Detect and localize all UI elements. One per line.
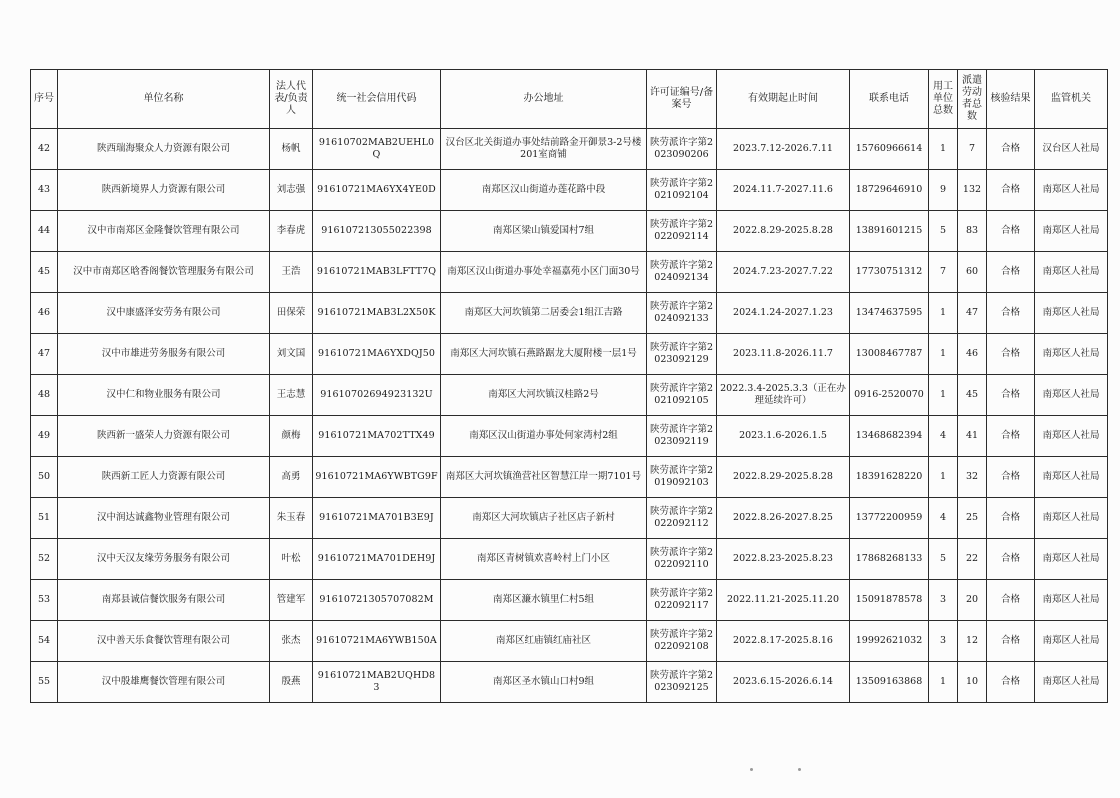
cell-dispatched: 41 xyxy=(958,416,987,457)
table-row xyxy=(31,375,1108,416)
cell-seq: 43 xyxy=(31,170,58,211)
cell-company-name: 汉中市南郑区晗香阁餐饮管理服务有限公司 xyxy=(58,252,270,293)
cell-employer-units: 1 xyxy=(929,457,958,498)
cell-authority: 南郑区人社局 xyxy=(1035,416,1108,457)
cell-result: 合格 xyxy=(987,293,1035,334)
cell-legal-rep: 殷燕 xyxy=(270,662,313,703)
table-row xyxy=(31,129,1108,170)
cell-authority: 南郑区人社局 xyxy=(1035,375,1108,416)
cell-employer-units: 3 xyxy=(929,580,958,621)
cell-authority: 南郑区人社局 xyxy=(1035,170,1108,211)
cell-legal-rep: 张杰 xyxy=(270,621,313,662)
cell-address: 南郑区红庙镇红庙社区 xyxy=(441,621,647,662)
cell-license: 陕劳派许字第2023092119 xyxy=(647,416,717,457)
cell-legal-rep: 李春虎 xyxy=(270,211,313,252)
cell-seq: 49 xyxy=(31,416,58,457)
cell-company-name: 陕西新一盛荣人力资源有限公司 xyxy=(58,416,270,457)
cell-employer-units: 7 xyxy=(929,252,958,293)
cell-license: 陕劳派许字第2023092125 xyxy=(647,662,717,703)
cell-result: 合格 xyxy=(987,211,1035,252)
cell-seq: 45 xyxy=(31,252,58,293)
cell-authority: 南郑区人社局 xyxy=(1035,293,1108,334)
cell-dispatched: 7 xyxy=(958,129,987,170)
cell-validity: 2022.8.23-2025.8.23 xyxy=(717,539,850,580)
cell-credit-code: 91610721MA701B3E9J xyxy=(313,498,441,539)
header-phone: 联系电话 xyxy=(850,70,929,129)
cell-phone: 19992621032 xyxy=(850,621,929,662)
cell-authority: 南郑区人社局 xyxy=(1035,334,1108,375)
cell-employer-units: 9 xyxy=(929,170,958,211)
cell-license: 陕劳派许字第2024092133 xyxy=(647,293,717,334)
cell-employer-units: 1 xyxy=(929,662,958,703)
cell-result: 合格 xyxy=(987,662,1035,703)
cell-dispatched: 60 xyxy=(958,252,987,293)
cell-license: 陕劳派许字第2022092110 xyxy=(647,539,717,580)
cell-seq: 51 xyxy=(31,498,58,539)
cell-address: 南郑区大河坎镇汉桂路2号 xyxy=(441,375,647,416)
table-body xyxy=(31,129,1108,703)
cell-legal-rep: 朱玉春 xyxy=(270,498,313,539)
cell-address: 南郑区濂水镇里仁村5组 xyxy=(441,580,647,621)
cell-credit-code: 91610702MAB2UEHL0Q xyxy=(313,129,441,170)
header-license: 许可证编号/备案号 xyxy=(647,70,717,129)
labor-dispatch-registry-table xyxy=(30,69,1108,703)
table-row xyxy=(31,252,1108,293)
cell-dispatched: 47 xyxy=(958,293,987,334)
table-row xyxy=(31,457,1108,498)
cell-validity: 2022.8.26-2027.8.25 xyxy=(717,498,850,539)
cell-address: 南郑区大河坎镇渔营社区智慧江岸一期7101号 xyxy=(441,457,647,498)
cell-license: 陕劳派许字第2021092105 xyxy=(647,375,717,416)
cell-phone: 13474637595 xyxy=(850,293,929,334)
cell-company-name: 汉中仁和物业服务有限公司 xyxy=(58,375,270,416)
cell-address: 南郑区梁山镇爱国村7组 xyxy=(441,211,647,252)
cell-legal-rep: 王浩 xyxy=(270,252,313,293)
header-dispatched: 派遣劳动者总数 xyxy=(958,70,987,129)
table-row xyxy=(31,539,1108,580)
cell-license: 陕劳派许字第2019092103 xyxy=(647,457,717,498)
cell-phone: 13008467787 xyxy=(850,334,929,375)
cell-validity: 2023.1.6-2026.1.5 xyxy=(717,416,850,457)
cell-company-name: 汉中康盛泽安劳务有限公司 xyxy=(58,293,270,334)
cell-result: 合格 xyxy=(987,416,1035,457)
cell-phone: 18391628220 xyxy=(850,457,929,498)
cell-phone: 15760966614 xyxy=(850,129,929,170)
cell-result: 合格 xyxy=(987,375,1035,416)
cell-phone: 17868268133 xyxy=(850,539,929,580)
cell-authority: 汉台区人社局 xyxy=(1035,129,1108,170)
cell-phone: 15091878578 xyxy=(850,580,929,621)
cell-phone: 13772200959 xyxy=(850,498,929,539)
cell-credit-code: 91610721MA702TTX49 xyxy=(313,416,441,457)
cell-legal-rep: 管建军 xyxy=(270,580,313,621)
cell-credit-code: 91610721MA6YXDQJ50 xyxy=(313,334,441,375)
header-credit-code: 统一社会信用代码 xyxy=(313,70,441,129)
cell-phone: 0916-2520070 xyxy=(850,375,929,416)
cell-legal-rep: 王志慧 xyxy=(270,375,313,416)
header-validity: 有效期起止时间 xyxy=(717,70,850,129)
cell-credit-code: 91610721MAB2UQHD83 xyxy=(313,662,441,703)
cell-company-name: 汉中殷雄鹰餐饮管理有限公司 xyxy=(58,662,270,703)
header-employer-units: 用工单位总数 xyxy=(929,70,958,129)
cell-result: 合格 xyxy=(987,621,1035,662)
cell-legal-rep: 颜梅 xyxy=(270,416,313,457)
cell-dispatched: 22 xyxy=(958,539,987,580)
cell-phone: 13468682394 xyxy=(850,416,929,457)
cell-employer-units: 1 xyxy=(929,375,958,416)
cell-company-name: 汉中天汉友缘劳务服务有限公司 xyxy=(58,539,270,580)
cell-dispatched: 20 xyxy=(958,580,987,621)
cell-company-name: 汉中善天乐食餐饮管理有限公司 xyxy=(58,621,270,662)
cell-employer-units: 1 xyxy=(929,293,958,334)
cell-authority: 南郑区人社局 xyxy=(1035,539,1108,580)
cell-employer-units: 5 xyxy=(929,539,958,580)
cell-dispatched: 10 xyxy=(958,662,987,703)
cell-credit-code: 91610721MA6YX4YE0D xyxy=(313,170,441,211)
scan-speck xyxy=(750,768,753,771)
cell-validity: 2023.7.12-2026.7.11 xyxy=(717,129,850,170)
cell-phone: 13891601215 xyxy=(850,211,929,252)
cell-authority: 南郑区人社局 xyxy=(1035,211,1108,252)
table-row xyxy=(31,211,1108,252)
cell-seq: 50 xyxy=(31,457,58,498)
cell-address: 汉台区北关街道办事处结前路金开御景3-2号楼201室商铺 xyxy=(441,129,647,170)
cell-company-name: 陕西新工匠人力资源有限公司 xyxy=(58,457,270,498)
table-row xyxy=(31,580,1108,621)
cell-seq: 42 xyxy=(31,129,58,170)
table-row xyxy=(31,416,1108,457)
cell-credit-code: 91610721305707082M xyxy=(313,580,441,621)
cell-validity: 2024.7.23-2027.7.22 xyxy=(717,252,850,293)
cell-credit-code: 91610721MA701DEH9J xyxy=(313,539,441,580)
cell-legal-rep: 刘文国 xyxy=(270,334,313,375)
cell-seq: 55 xyxy=(31,662,58,703)
cell-result: 合格 xyxy=(987,334,1035,375)
header-authority: 监管机关 xyxy=(1035,70,1108,129)
cell-license: 陕劳派许字第2021092104 xyxy=(647,170,717,211)
cell-employer-units: 4 xyxy=(929,498,958,539)
cell-credit-code: 91610721MA6YWBTG9F xyxy=(313,457,441,498)
cell-authority: 南郑区人社局 xyxy=(1035,621,1108,662)
header-address: 办公地址 xyxy=(441,70,647,129)
table-header-row xyxy=(31,70,1108,129)
cell-dispatched: 32 xyxy=(958,457,987,498)
cell-address: 南郑区大河坎镇石燕路踞龙大厦附楼一层1号 xyxy=(441,334,647,375)
cell-seq: 46 xyxy=(31,293,58,334)
cell-employer-units: 1 xyxy=(929,334,958,375)
cell-seq: 48 xyxy=(31,375,58,416)
cell-employer-units: 3 xyxy=(929,621,958,662)
cell-company-name: 汉中润达诚鑫物业管理有限公司 xyxy=(58,498,270,539)
cell-credit-code: 91610721MAB3LFTT7Q xyxy=(313,252,441,293)
cell-legal-rep: 杨帆 xyxy=(270,129,313,170)
cell-seq: 53 xyxy=(31,580,58,621)
cell-company-name: 汉中市雄进劳务服务有限公司 xyxy=(58,334,270,375)
table-row xyxy=(31,498,1108,539)
cell-credit-code: 91610721MA6YWB150A xyxy=(313,621,441,662)
table-row xyxy=(31,293,1108,334)
cell-validity: 2024.11.7-2027.11.6 xyxy=(717,170,850,211)
cell-address: 南郑区大河坎镇店子社区店子新村 xyxy=(441,498,647,539)
cell-authority: 南郑区人社局 xyxy=(1035,662,1108,703)
header-legal-rep: 法人代表/负责人 xyxy=(270,70,313,129)
cell-credit-code: 91610721MAB3L2X50K xyxy=(313,293,441,334)
cell-credit-code: 916107213055022398 xyxy=(313,211,441,252)
cell-license: 陕劳派许字第2022092108 xyxy=(647,621,717,662)
cell-legal-rep: 田保荣 xyxy=(270,293,313,334)
cell-validity: 2024.1.24-2027.1.23 xyxy=(717,293,850,334)
cell-authority: 南郑区人社局 xyxy=(1035,457,1108,498)
cell-validity: 2022.3.4-2025.3.3（正在办理延续许可） xyxy=(717,375,850,416)
cell-dispatched: 46 xyxy=(958,334,987,375)
cell-phone: 17730751312 xyxy=(850,252,929,293)
cell-license: 陕劳派许字第2022092117 xyxy=(647,580,717,621)
cell-seq: 44 xyxy=(31,211,58,252)
cell-employer-units: 4 xyxy=(929,416,958,457)
scan-speck xyxy=(798,768,801,771)
cell-license: 陕劳派许字第2023090206 xyxy=(647,129,717,170)
cell-credit-code: 91610702694923132U xyxy=(313,375,441,416)
cell-authority: 南郑区人社局 xyxy=(1035,252,1108,293)
cell-address: 南郑区汉山街道办莲花路中段 xyxy=(441,170,647,211)
cell-seq: 52 xyxy=(31,539,58,580)
cell-validity: 2022.8.17-2025.8.16 xyxy=(717,621,850,662)
cell-legal-rep: 刘志强 xyxy=(270,170,313,211)
cell-result: 合格 xyxy=(987,539,1035,580)
cell-legal-rep: 叶松 xyxy=(270,539,313,580)
cell-company-name: 南郑县诚信餐饮服务有限公司 xyxy=(58,580,270,621)
cell-license: 陕劳派许字第2022092112 xyxy=(647,498,717,539)
cell-dispatched: 132 xyxy=(958,170,987,211)
cell-phone: 13509163868 xyxy=(850,662,929,703)
table-row xyxy=(31,334,1108,375)
cell-phone: 18729646910 xyxy=(850,170,929,211)
cell-validity: 2023.11.8-2026.11.7 xyxy=(717,334,850,375)
cell-employer-units: 1 xyxy=(929,129,958,170)
cell-dispatched: 45 xyxy=(958,375,987,416)
cell-dispatched: 25 xyxy=(958,498,987,539)
cell-result: 合格 xyxy=(987,580,1035,621)
cell-company-name: 陕西新境界人力资源有限公司 xyxy=(58,170,270,211)
cell-address: 南郑区汉山街道办事处何家湾村2组 xyxy=(441,416,647,457)
cell-license: 陕劳派许字第2022092114 xyxy=(647,211,717,252)
cell-address: 南郑区圣水镇山口村9组 xyxy=(441,662,647,703)
cell-validity: 2023.6.15-2026.6.14 xyxy=(717,662,850,703)
cell-seq: 54 xyxy=(31,621,58,662)
header-seq: 序号 xyxy=(31,70,58,129)
cell-validity: 2022.8.29-2025.8.28 xyxy=(717,211,850,252)
table-row xyxy=(31,621,1108,662)
cell-validity: 2022.8.29-2025.8.28 xyxy=(717,457,850,498)
table-row xyxy=(31,662,1108,703)
cell-license: 陕劳派许字第2024092134 xyxy=(647,252,717,293)
cell-result: 合格 xyxy=(987,129,1035,170)
cell-result: 合格 xyxy=(987,170,1035,211)
cell-dispatched: 12 xyxy=(958,621,987,662)
cell-address: 南郑区大河坎镇第二居委会1组江吉路 xyxy=(441,293,647,334)
cell-license: 陕劳派许字第2023092129 xyxy=(647,334,717,375)
cell-result: 合格 xyxy=(987,498,1035,539)
cell-employer-units: 5 xyxy=(929,211,958,252)
cell-result: 合格 xyxy=(987,457,1035,498)
cell-dispatched: 83 xyxy=(958,211,987,252)
cell-address: 南郑区青树镇欢喜岭村上门小区 xyxy=(441,539,647,580)
cell-company-name: 汉中市南郑区金隆餐饮管理有限公司 xyxy=(58,211,270,252)
cell-validity: 2022.11.21-2025.11.20 xyxy=(717,580,850,621)
cell-seq: 47 xyxy=(31,334,58,375)
header-result: 核验结果 xyxy=(987,70,1035,129)
header-company-name: 单位名称 xyxy=(58,70,270,129)
cell-result: 合格 xyxy=(987,252,1035,293)
table-row xyxy=(31,170,1108,211)
cell-legal-rep: 高勇 xyxy=(270,457,313,498)
cell-authority: 南郑区人社局 xyxy=(1035,498,1108,539)
cell-address: 南郑区汉山街道办事处幸福嘉苑小区门面30号 xyxy=(441,252,647,293)
cell-authority: 南郑区人社局 xyxy=(1035,580,1108,621)
cell-company-name: 陕西瑞海聚众人力资源有限公司 xyxy=(58,129,270,170)
